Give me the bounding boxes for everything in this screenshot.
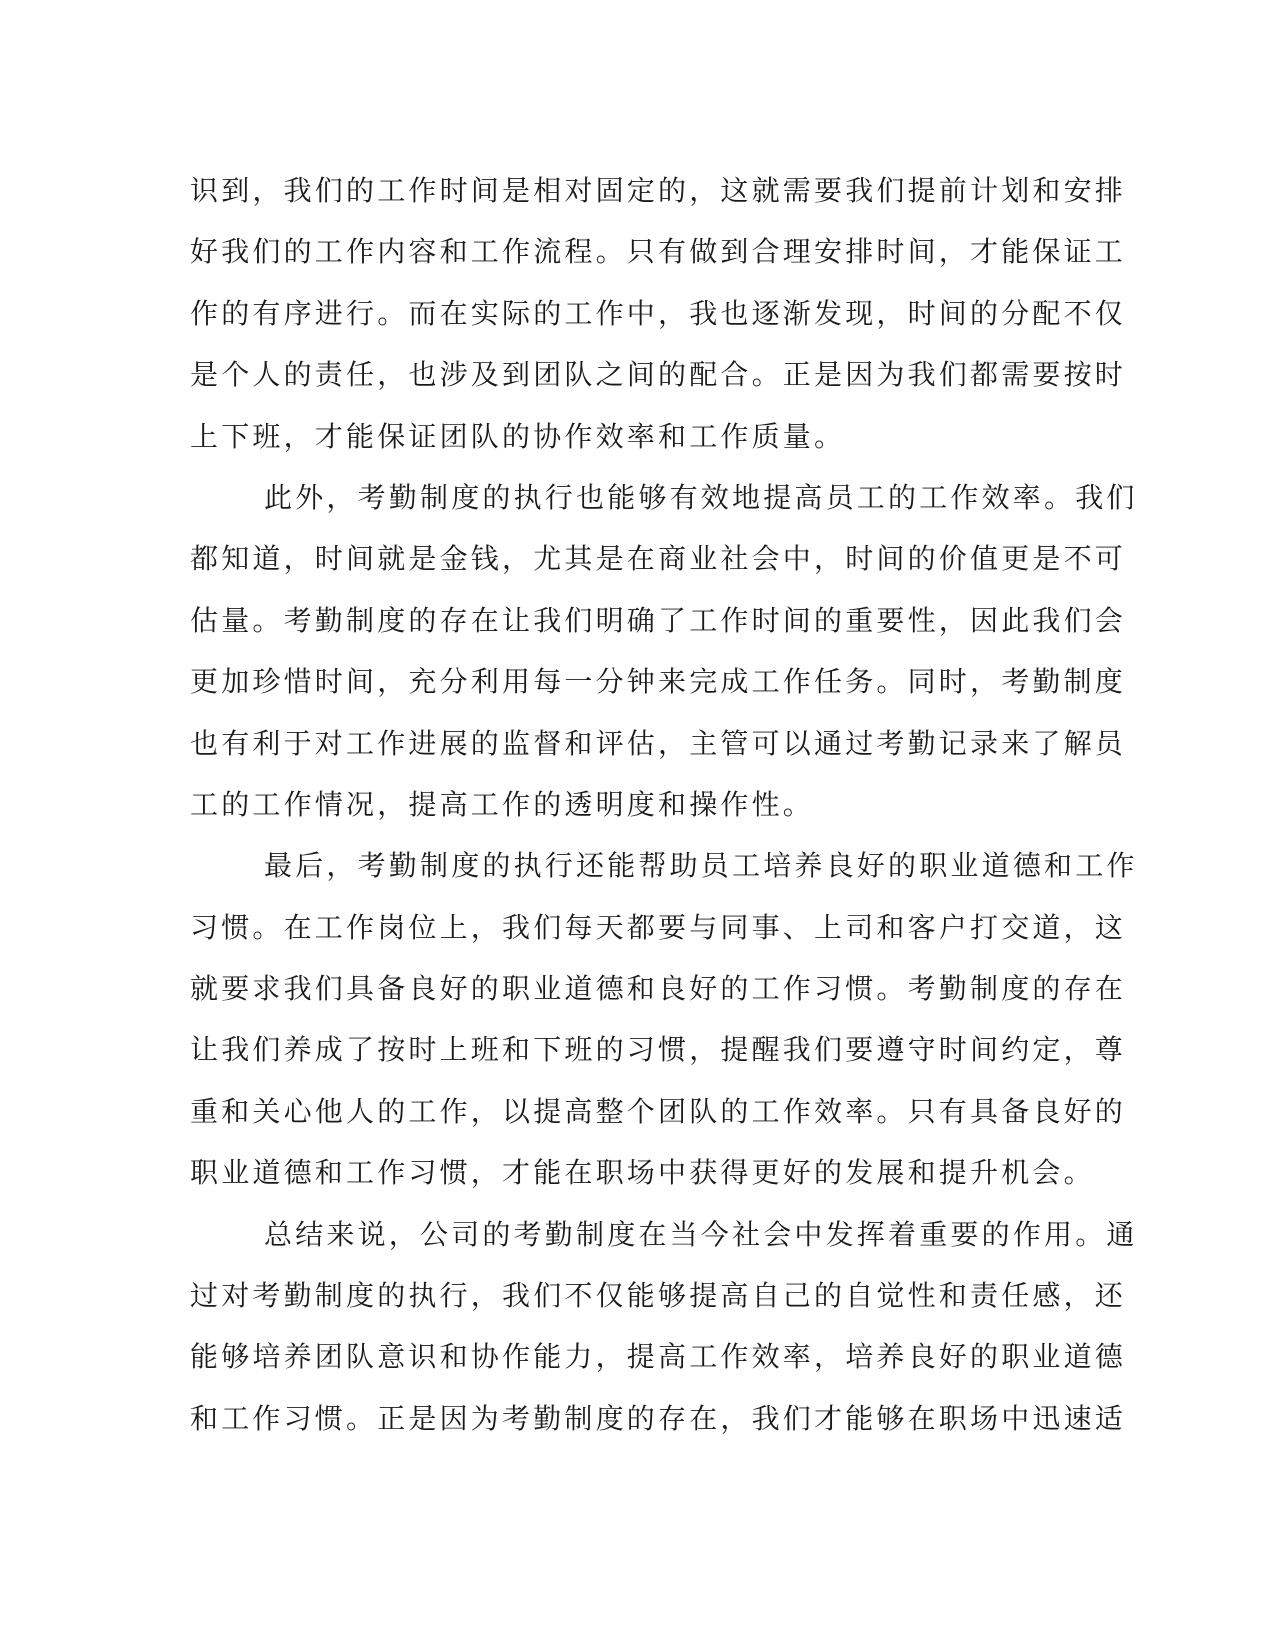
text-line: 就要求我们具备良好的职业道德和良好的工作习惯。考勤制度的存在 [190, 972, 1127, 1006]
text-line: 也有利于对工作进展的监督和评估，主管可以通过考勤记录来了解员 [190, 726, 1127, 760]
text-line: 更加珍惜时间，充分利用每一分钟来完成工作任务。同时，考勤制度 [190, 665, 1127, 699]
text-line: 估量。考勤制度的存在让我们明确了工作时间的重要性，因此我们会 [190, 603, 1127, 637]
text-line: 识到，我们的工作时间是相对固定的，这就需要我们提前计划和安排 [190, 174, 1127, 207]
document-body [190, 160, 1138, 1449]
text-line: 作的有序进行。而在实际的工作中，我也逐渐发现，时间的分配不仅 [190, 296, 1127, 330]
text-line: 是个人的责任，也涉及到团队之间的配合。正是因为我们都需要按时 [190, 358, 1127, 392]
paragraph-first-line: 此外，考勤制度的执行也能够有效地提高员工的工作效率。我们 [264, 480, 1138, 514]
text-line: 习惯。在工作岗位上，我们每天都要与同事、上司和客户打交道，这 [190, 910, 1127, 944]
text-line: 能够培养团队意识和协作能力，提高工作效率，培养良好的职业道德 [190, 1340, 1127, 1374]
text-line: 职业道德和工作习惯，才能在职场中获得更好的发展和提升机会。 [190, 1156, 1095, 1190]
text-line: 工的工作情况，提高工作的透明度和操作性。 [190, 787, 815, 821]
text-line: 上下班，才能保证团队的协作效率和工作质量。 [190, 419, 846, 453]
text-line: 过对考勤制度的执行，我们不仅能够提高自己的自觉性和责任感，还 [190, 1279, 1127, 1313]
text-line: 好我们的工作内容和工作流程。只有做到合理安排时间，才能保证工 [190, 235, 1127, 269]
paragraph-first-line: 最后，考勤制度的执行还能帮助员工培养良好的职业道德和工作 [264, 849, 1138, 883]
text-line: 和工作习惯。正是因为考勤制度的存在，我们才能够在职场中迅速适 [190, 1401, 1127, 1435]
text-line: 重和关心他人的工作，以提高整个团队的工作效率。只有具备良好的 [190, 1094, 1127, 1128]
paragraph-first-line: 总结来说，公司的考勤制度在当今社会中发挥着重要的作用。通 [264, 1217, 1138, 1251]
text-line: 都知道，时间就是金钱，尤其是在商业社会中，时间的价值更是不可 [190, 542, 1127, 576]
text-line: 让我们养成了按时上班和下班的习惯，提醒我们要遵守时间约定，尊 [190, 1033, 1127, 1067]
